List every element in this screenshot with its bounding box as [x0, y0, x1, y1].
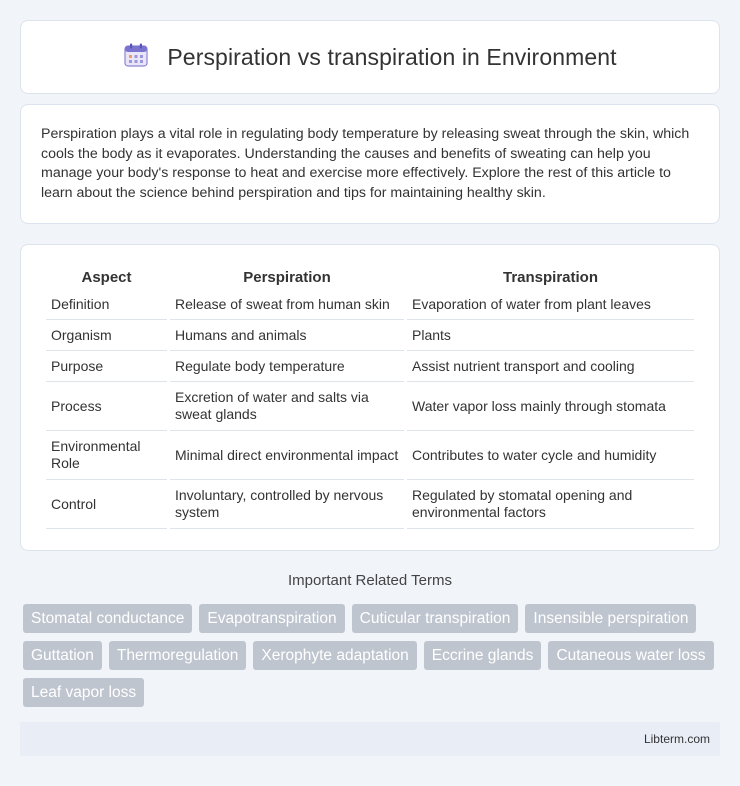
comparison-table [43, 265, 697, 529]
table-cell: Process [46, 382, 167, 431]
header-card [20, 20, 720, 94]
table-cell: Regulated by stomatal opening and environmental factors [407, 480, 694, 529]
table-cell: Organism [46, 320, 167, 351]
column-header-aspect: Aspect [81, 269, 132, 286]
related-term-tag[interactable]: Evapotranspiration [199, 604, 344, 633]
table-cell: Minimal direct environmental impact [170, 431, 404, 480]
related-term-tag[interactable]: Cutaneous water loss [548, 641, 713, 670]
intro-card [20, 104, 720, 224]
related-term-tag[interactable]: Insensible perspiration [525, 604, 696, 633]
table-cell: Humans and animals [170, 320, 404, 351]
table-cell: Assist nutrient transport and cooling [407, 351, 694, 382]
related-term-tag[interactable]: Thermoregulation [109, 641, 246, 670]
page-title: Perspiration vs transpiration in Environment [167, 43, 617, 70]
table-row [46, 480, 694, 529]
table-row [46, 289, 694, 320]
table-cell: Environmental Role [46, 431, 167, 480]
related-terms-title: Important Related Terms [288, 572, 452, 589]
table-cell: Control [46, 480, 167, 529]
table-row [46, 320, 694, 351]
table-cell: Release of sweat from human skin [170, 289, 404, 320]
title-wrap [123, 42, 616, 73]
related-term-tag[interactable]: Cuticular transpiration [352, 604, 519, 633]
table-cell: Regulate body temperature [170, 351, 404, 382]
table-cell: Contributes to water cycle and humidity [407, 431, 694, 480]
related-term-tag[interactable]: Xerophyte adaptation [253, 641, 416, 670]
table-cell: Involuntary, controlled by nervous system [170, 480, 404, 529]
intro-text: Perspiration plays a vital role in regulating body temperature by releasing sweat through the skin, which cools the body as it evaporates. Understanding the causes and benefits of sweating can help you manage your body's response to heat and exercise more effectively. Explore the rest of this article to learn about the science behind perspiration and tips for maintaining healthy skin. [41, 126, 690, 201]
related-term-tag[interactable]: Guttation [23, 641, 102, 670]
related-term-tag[interactable]: Leaf vapor loss [23, 678, 144, 707]
table-cell: Plants [407, 320, 694, 351]
calendar-icon [123, 42, 149, 73]
table-cell: Water vapor loss mainly through stomata [407, 382, 694, 431]
column-header-perspiration: Perspiration [243, 269, 331, 286]
table-row [46, 351, 694, 382]
table-cell: Definition [46, 289, 167, 320]
footer-site-link[interactable]: Libterm.com [643, 732, 710, 746]
related-term-tag[interactable]: Eccrine glands [424, 641, 542, 670]
table-row [46, 431, 694, 480]
table-row [46, 382, 694, 431]
table-cell: Excretion of water and salts via sweat glands [170, 382, 404, 431]
footer [20, 722, 720, 756]
related-terms-list [23, 604, 723, 707]
table-cell: Evaporation of water from plant leaves [407, 289, 694, 320]
related-term-tag[interactable]: Stomatal conductance [23, 604, 192, 633]
column-header-transpiration: Transpiration [502, 269, 599, 286]
table-cell: Purpose [46, 351, 167, 382]
comparison-table-card [20, 244, 720, 551]
table-header-row [46, 265, 694, 289]
